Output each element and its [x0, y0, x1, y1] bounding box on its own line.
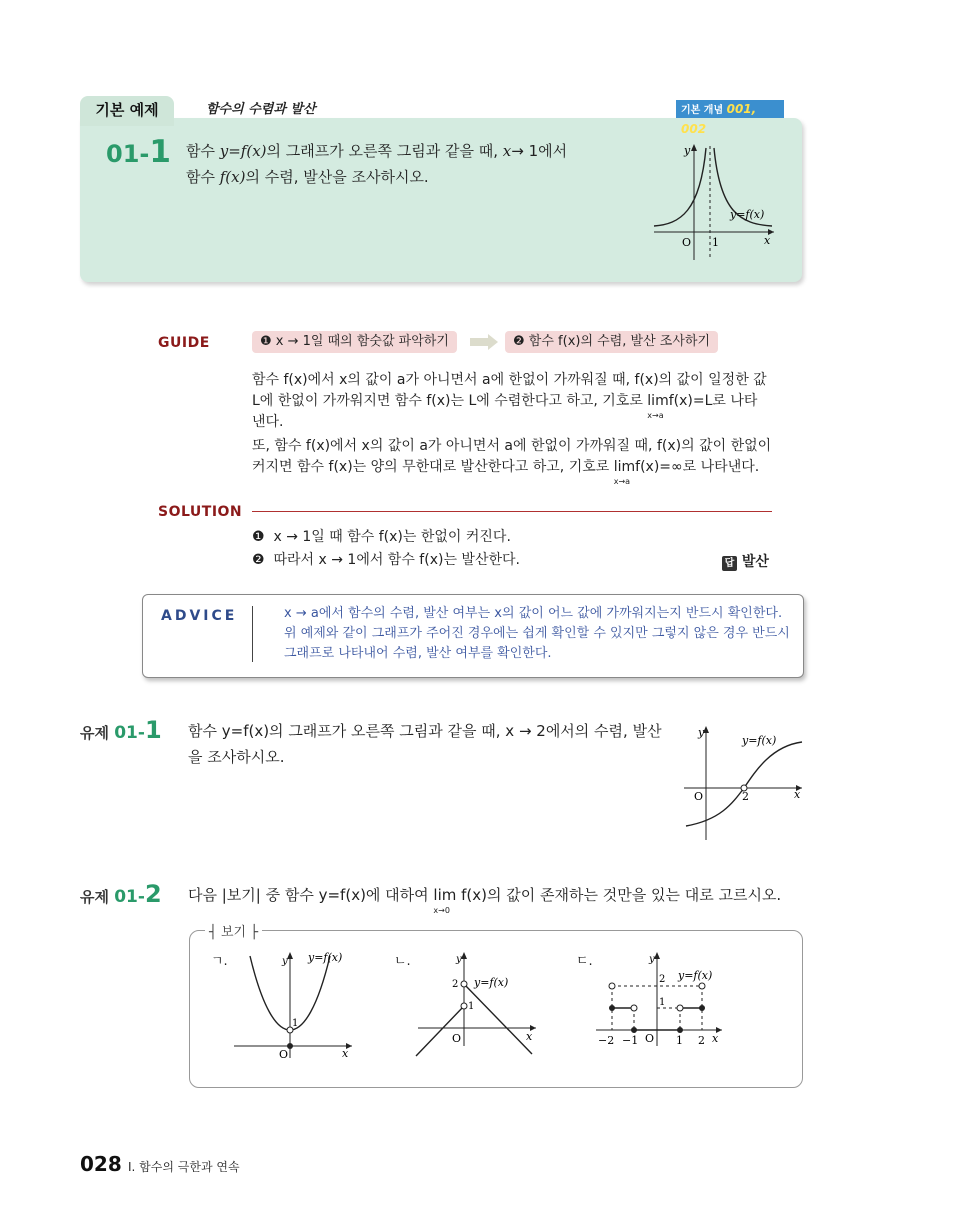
open-point [677, 1005, 683, 1011]
arrow-shape [470, 334, 498, 350]
problem-line-1 [186, 138, 567, 164]
yuje-2-main: 2 [144, 880, 162, 908]
guide-p2-l2-b: f(x)=∞로 나타낸다. [635, 459, 760, 475]
answer-icon: 답 [722, 556, 737, 571]
limit-notation [613, 457, 636, 486]
y-axis-arrow [691, 144, 697, 151]
graph-one-label: 1 [676, 1034, 683, 1047]
limit-notation [647, 391, 669, 420]
graph-origin-label: O [682, 236, 692, 249]
graph-one-label: 1 [468, 1001, 475, 1012]
problem-line-2 [186, 164, 567, 190]
problem-l1-b: 의 그래프가 오른쪽 그림과 같을 때, [266, 142, 503, 160]
open-point [609, 983, 615, 989]
yuje-1-prefix: 01- [114, 723, 145, 743]
graph-two-label: 2 [698, 1034, 705, 1047]
filled-point [631, 1027, 637, 1033]
yuje-2-text-a: 다음 |보기| 중 함수 y=f(x)에 대하여 [188, 886, 434, 904]
guide-p1-l2-a: L에 한없이 가까워지면 함수 f(x)는 L에 수렴한다고 하고, 기호로 [252, 393, 648, 409]
guide-label: GUIDE [158, 335, 210, 351]
graph-x-label: x [712, 1032, 719, 1045]
problem-graph [650, 140, 780, 265]
graph-y-label: y [698, 726, 705, 739]
yuje-1-label: 유제 [80, 724, 109, 742]
guide-step-2-circle: ❷ [513, 334, 525, 349]
graph-func-label: y=f(x) [474, 976, 509, 989]
choice-g2-graph [412, 946, 542, 1060]
graph-func-label: y=f(x) [742, 734, 777, 747]
advice-line-3: 그래프로 나타내어 수렴, 발산 여부를 확인한다. [284, 646, 552, 661]
guide-p2-line2 [252, 457, 782, 486]
open-point [699, 983, 705, 989]
open-point [631, 1005, 637, 1011]
guide-p1-line3: 낸다. [252, 414, 284, 430]
choice-g3-graph [592, 946, 732, 1054]
open-point [461, 1003, 467, 1009]
graph-y1-label: 1 [659, 997, 666, 1008]
advice-line-1: x → a에서 함수의 수렴, 발산 여부는 x의 값이 어느 값에 가까워지는지 반드시 확인한다. [284, 606, 783, 621]
lim-subscript: x→0 [433, 906, 450, 915]
filled-point [699, 1005, 705, 1011]
bogi-label [205, 921, 262, 940]
yuje-1-main: 1 [144, 716, 162, 744]
yuje-2-prefix: 01- [114, 887, 145, 907]
yuje-1-line-1: 함수 y=f(x)의 그래프가 오른쪽 그림과 같을 때, x → 2에서의 수렴, 발산 [188, 722, 662, 740]
graph-one-label: 1 [292, 1018, 299, 1029]
guide-paragraph-1 [252, 370, 782, 433]
page-number: 028 [80, 1152, 122, 1176]
yuje-2-label: 유제 [80, 888, 109, 906]
graph-func-label: y=f(x) [678, 969, 713, 982]
y-axis-arrow [654, 952, 660, 959]
guide-p2-line1: 또, 함수 f(x)에서 x의 값이 a가 아니면서 a에 한없이 가까워질 때, f(x)의 값이 한없이 [252, 438, 772, 454]
problem-number-prefix: 01- [106, 140, 150, 168]
graph-x-label: x [764, 234, 771, 247]
y-axis-arrow [461, 952, 467, 959]
problem-l1-x: x [502, 142, 512, 160]
bogi-label-bar-left: ┤ [209, 925, 217, 940]
bogi-label-text: 보기 [220, 925, 247, 940]
graph-origin-label: O [452, 1032, 462, 1045]
lim-subscript: x→a [613, 477, 631, 486]
lim-word: lim [433, 886, 457, 904]
guide-step-1 [252, 331, 457, 353]
graph-y-label: y [684, 144, 691, 157]
problem-l2-a: 함수 [186, 168, 220, 186]
concept-numbers: 001, 002 [681, 102, 757, 136]
problem-l1-c: → 1에서 [511, 142, 568, 160]
concept-label: 기본 개념 [681, 105, 724, 116]
concept-badge [676, 100, 784, 136]
solution-step-2 [252, 550, 520, 571]
lim-subscript: x→a [647, 411, 664, 420]
guide-step-1-text: x → 1일 때의 함숫값 파악하기 [275, 334, 449, 349]
solution-step-1-text: x → 1일 때 함수 f(x)는 한없이 커진다. [273, 529, 511, 545]
advice-text [284, 604, 790, 664]
choice-g2-tag: ㄴ. [394, 954, 411, 969]
right-line [464, 984, 532, 1054]
answer-text: 발산 [741, 554, 769, 570]
solution-step-1-circle: ❶ [252, 529, 265, 545]
guide-paragraph-2 [252, 436, 782, 486]
graph-func-label: y=f(x) [730, 208, 765, 221]
graph-origin-label: O [279, 1048, 289, 1061]
graph-x-label: x [342, 1047, 349, 1060]
graph-y-label: y [649, 954, 655, 965]
example-tab: 기본 예제 [80, 96, 174, 126]
graph-func-label: y=f(x) [308, 951, 343, 964]
solution-step-2-text: 따라서 x → 1에서 함수 f(x)는 발산한다. [273, 552, 520, 568]
graph-y-label: y [282, 956, 288, 967]
yuje-1-line-2: 을 조사하시오. [188, 748, 285, 766]
choice-g1-graph [228, 946, 358, 1066]
topic-title: 함수의 수렴과 발산 [206, 102, 316, 117]
graph-origin-label: O [645, 1032, 655, 1045]
guide-p2-l2-a: 커지면 함수 f(x)는 양의 무한대로 발산한다고 하고, 기호로 [252, 459, 614, 475]
graph-x-label: x [794, 788, 801, 801]
filled-point [677, 1027, 683, 1033]
graph-x-label: x [526, 1030, 533, 1043]
curve [686, 742, 802, 826]
advice-line-2: 위 예제와 같이 그래프가 주어진 경우에는 쉽게 확인할 수 있지만 그렇지 않은 경우 반드시 [284, 626, 790, 641]
problem-number-main: 1 [149, 134, 171, 170]
guide-step-2-text: 함수 f(x)의 수렴, 발산 조사하기 [528, 334, 711, 349]
lim-word: lim [647, 393, 669, 409]
graph-two-label: 2 [742, 790, 749, 803]
filled-point [609, 1005, 615, 1011]
problem-number [106, 134, 171, 170]
yuje-2-text [188, 882, 782, 915]
problem-l2-func: f(x) [219, 168, 246, 186]
yuje-1-number [80, 716, 162, 744]
graph-minus1-label: −1 [622, 1034, 639, 1047]
answer [722, 551, 769, 571]
solution-label: SOLUTION [158, 504, 243, 520]
graph-y-label: y [456, 954, 462, 965]
problem-text [186, 138, 567, 190]
guide-p1-l2-b: f(x)=L로 나타 [668, 393, 758, 409]
graph-origin-label: O [694, 790, 704, 803]
guide-step-2 [505, 331, 718, 353]
graph-y2-label: 2 [659, 974, 666, 985]
yuje-1-text [188, 718, 662, 770]
yuje-1-graph [680, 722, 806, 846]
solution-divider [252, 511, 772, 512]
yuje-2-text-b: f(x)의 값이 존재하는 것만을 있는 대로 고르시오. [456, 886, 782, 904]
chapter-title: I. 함수의 극한과 연속 [128, 1160, 240, 1174]
problem-l1-a: 함수 [186, 142, 220, 160]
graph-minus2-label: −2 [598, 1034, 615, 1047]
solution-step-1 [252, 527, 511, 548]
solution-step-2-circle: ❷ [252, 552, 265, 568]
choice-g3-tag: ㄷ. [576, 954, 593, 969]
guide-step-1-circle: ❶ [260, 334, 272, 349]
left-line [416, 1006, 464, 1056]
limit-notation [433, 882, 457, 915]
problem-l2-b: 의 수렴, 발산을 조사하시오. [245, 168, 429, 186]
curve-left-branch [654, 148, 706, 226]
guide-p1-line2 [252, 391, 782, 420]
guide-p1-line1: 함수 f(x)에서 x의 값이 a가 아니면서 a에 한없이 가까워질 때, f(x)의 값이 일정한 값 [252, 372, 767, 388]
graph-two-label: 2 [452, 979, 459, 990]
advice-label: ADVICE [161, 608, 238, 624]
arrow-right-icon [470, 334, 500, 350]
y-axis-arrow [287, 952, 293, 959]
problem-l1-func: y=f(x) [219, 142, 267, 160]
bogi-label-bar-right: ├ [250, 925, 259, 940]
lim-word: lim [613, 459, 636, 475]
open-point [461, 981, 467, 987]
choice-g1-tag: ㄱ. [211, 954, 228, 969]
yuje-2-number [80, 880, 162, 908]
graph-one-label: 1 [712, 236, 719, 249]
advice-divider [252, 606, 253, 662]
